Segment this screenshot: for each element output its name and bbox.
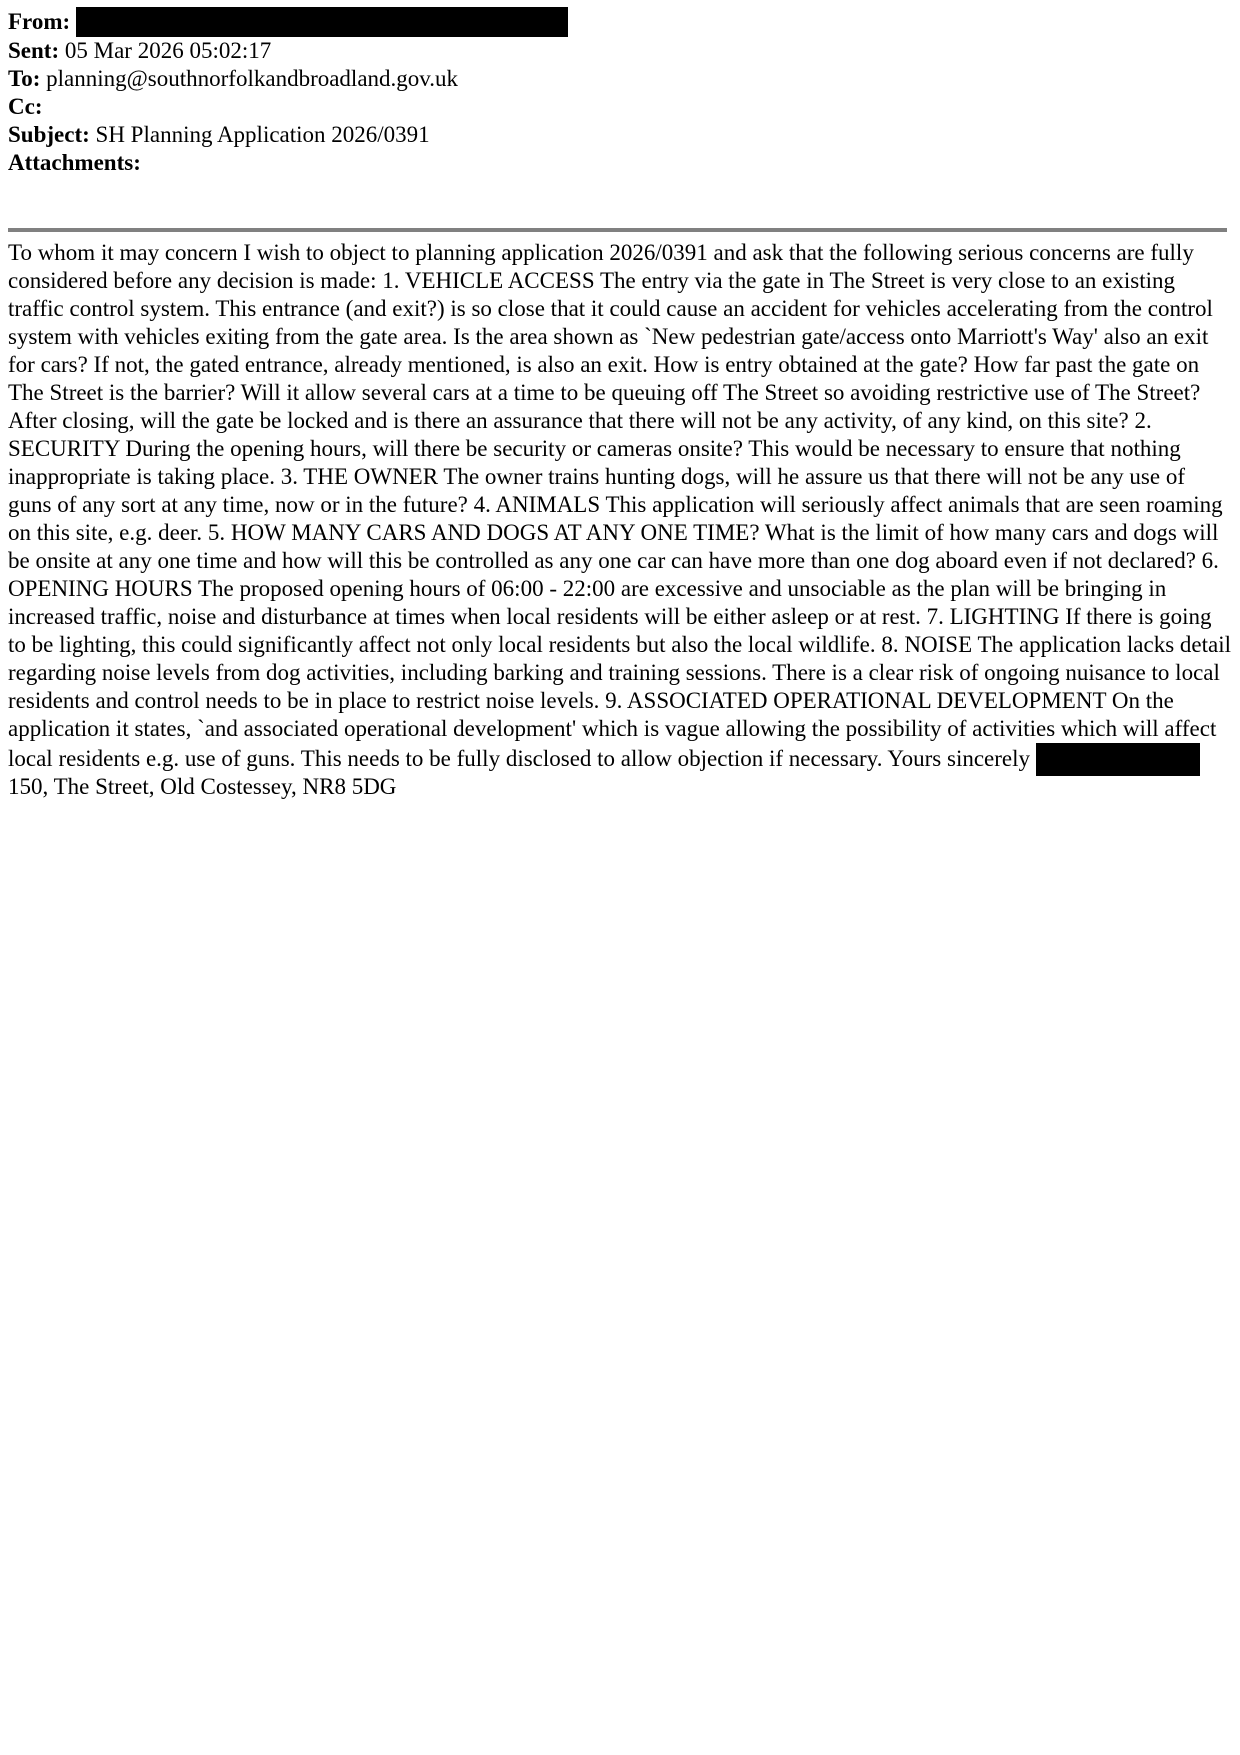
sent-label: Sent: [8,37,60,63]
from-label: From: [8,9,71,34]
header-row-subject [8,121,1232,149]
attachments-label: Attachments: [8,149,141,175]
subject-value: SH Planning Application 2026/0391 [95,121,430,147]
body-text-before-redaction: To whom it may concern I wish to object to planning application 2026/0391 and ask that the following serious concerns are fully considered before any decision is made: 1. VEHICLE ACCESS The entry via the gate in The Street is very close to an existing traffic control system. This entrance (and exit?) is so close that it could cause an accident for vehicles accelerating from the control system with vehicles exiting from the gate area. Is the area shown as `New pedestrian gate/access onto Marriott's Way' also an exit for cars? If not, the gated entrance, already mentioned, is also an exit. How is entry obtained at the gate? How far past the gate on The Street is the barrier? Will it allow several cars at a time to be queuing off The Street so avoiding restrictive use of The Street? After closing, will the gate be locked and is there an assurance that there will not be any activity, of any kind, on this site? 2. SECURITY During the opening hours, will there be security or cameras onsite? This would be necessary to ensure that nothing inappropriate is taking place. 3. THE OWNER The owner trains hunting dogs, will he assure us that there will not be any use of guns of any sort at any time, now or in the future? 4. ANIMALS This application will seriously affect animals that are seen roaming on this site, e.g. deer. 5. HOW MANY CARS AND DOGS AT ANY ONE TIME? What is the limit of how many cars and dogs will be onsite at any one time and how will this be controlled as any one car can have more than one dog aboard even if not declared? 6. OPENING HOURS The proposed opening hours of 06:00 - 22:00 are excessive and unsociable as the plan will be bringing in increased traffic, noise and disturbance at times when local residents will be either asleep or at rest. 7. LIGHTING If there is going to be lighting, this could significantly affect not only local residents but also the local wildlife. 8. NOISE The application lacks detail regarding noise levels from dog activities, including barking and training sessions. There is a clear risk of ongoing nuisance to local residents and control needs to be in place to restrict noise levels. 9. ASSOCIATED OPERATIONAL DEVELOPMENT On the application it states, `and associated operational development' which is vague allowing the possibility of activities which will affect local residents e.g. use of guns. This needs to be fully disclosed to allow objection if necessary. Yours sincerely [8,239,1231,771]
email-headers [8,8,1232,177]
sent-value: 05 Mar 2026 05:02:17 [64,37,272,63]
email-body [8,239,1232,801]
subject-label: Subject: [8,121,90,147]
from-redaction-bar [76,7,568,37]
header-row-sent [8,37,1232,65]
header-row-attachments [8,149,1232,177]
header-row-to [8,65,1232,93]
header-body-divider [8,228,1227,232]
to-label: To: [8,65,41,91]
to-value: planning@southnorfolkandbroadland.gov.uk [46,65,459,91]
header-row-cc [8,93,1232,121]
signature-redaction-bar [1036,743,1200,776]
body-text-after-redaction: 150, The Street, Old Costessey, NR8 5DG [8,773,397,799]
header-row-from [8,8,1232,37]
cc-label: Cc: [8,93,43,119]
